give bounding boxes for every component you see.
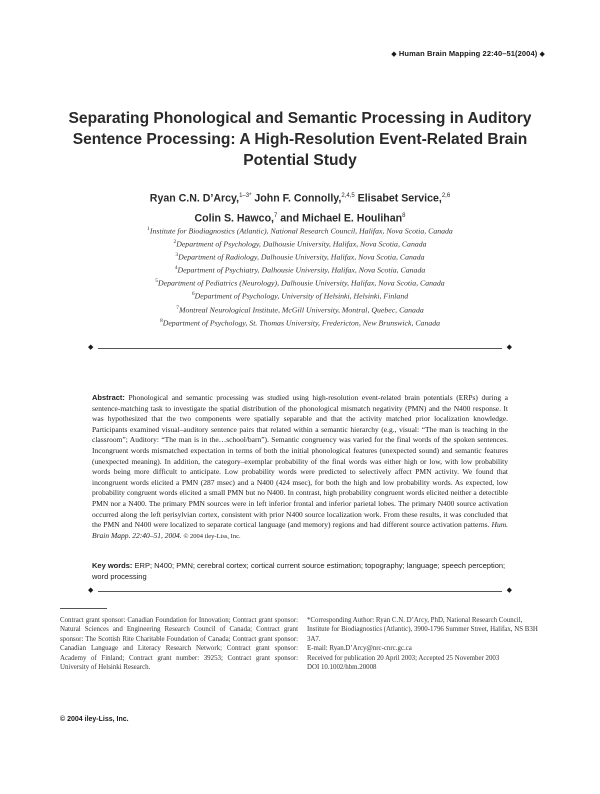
affiliation-text: Department of Psychiatry, Dalhousie University, Halifax, Nova Scotia, Canada bbox=[177, 265, 426, 275]
correspondence bbox=[307, 616, 543, 672]
author-affiliation-ref: 2,4,5 bbox=[341, 193, 355, 199]
affiliation-line bbox=[60, 303, 540, 316]
affiliation-text: Institute for Biodiagnostics (Atlantic), National Research Council, Halifax, Nova Scotia, Canada bbox=[149, 226, 453, 236]
affiliation-number: 5 bbox=[155, 278, 159, 285]
author-list bbox=[60, 188, 540, 227]
author-name: Ryan C.N. D’Arcy, bbox=[149, 192, 240, 205]
affiliation-number: 2 bbox=[173, 239, 177, 246]
abstract-citation: Hum. Brain Mapp. 22:40–51, 2004. bbox=[92, 520, 508, 540]
section-divider bbox=[88, 344, 512, 352]
affiliation-text: Department of Psychology, University of Helsinki, Helsinki, Finland bbox=[194, 292, 409, 302]
corresponding-author: *Corresponding Author: Ryan C.N. D’Arcy, PhD, National Research Council, Institute for Biodiagnostics (Atlantic), 3900-1796 Summer Street, Halifax, NS B3H 3A7. bbox=[307, 617, 538, 643]
affiliation-line bbox=[60, 224, 540, 237]
publication-dates: Received for publication 20 April 2003; Accepted 25 November 2003 bbox=[307, 654, 500, 662]
author-affiliation-ref: 1–3* bbox=[239, 193, 252, 199]
author-affiliation-ref: 8 bbox=[402, 212, 406, 219]
footer-copyright: © 2004 iley-Liss, Inc. bbox=[60, 716, 129, 723]
affiliation-line bbox=[60, 263, 540, 276]
diamond-icon: ◆ bbox=[88, 586, 94, 594]
keywords-text: ERP; N400; PMN; cerebral cortex; cortical current source estimation; topography; language; speech perception; word processing bbox=[92, 561, 506, 581]
affiliation-text: Department of Radiology, Dalhousie University, Halifax, Nova Scotia, Canada bbox=[178, 252, 425, 262]
affiliation-line bbox=[60, 316, 540, 329]
affiliation-text: Department of Psychology, St. Thomas University, Fredericton, New Brunswick, Canada bbox=[162, 318, 441, 328]
diamond-icon: ◆ bbox=[506, 343, 512, 351]
doi[interactable]: DOI 10.1002/hbm.20008 bbox=[307, 664, 377, 672]
journal-header bbox=[391, 49, 545, 58]
divider-line bbox=[98, 348, 502, 349]
footnote-rule bbox=[60, 608, 107, 609]
keywords bbox=[92, 561, 508, 582]
divider-line bbox=[98, 591, 502, 592]
author-name: and Michael E. Houlihan bbox=[280, 212, 403, 225]
affiliation-number: 4 bbox=[174, 265, 178, 272]
author-name: Elisabet Service, bbox=[357, 192, 442, 205]
paper-title: Separating Phonological and Semantic Processing in Auditory Sentence Processing: A High-Resolution Event-Related Brain Potential Study bbox=[68, 110, 532, 169]
keywords-label: Key words: bbox=[92, 561, 133, 570]
diamond-icon: ◆ bbox=[506, 586, 512, 594]
affiliation-text: Montreal Neurological Institute, McGill University, Montral, Quebec, Canada bbox=[178, 305, 424, 315]
journal-citation: Human Brain Mapping 22:40–51(2004) bbox=[398, 49, 538, 58]
affiliation-number: 3 bbox=[175, 252, 179, 259]
diamond-icon: ◆ bbox=[88, 343, 94, 351]
email[interactable]: E-mail: Ryan.D’Arcy@nrc-cnrc.gc.ca bbox=[307, 645, 412, 653]
affiliation-line bbox=[60, 250, 540, 263]
affiliation-list bbox=[60, 224, 540, 329]
section-divider bbox=[88, 587, 512, 595]
abstract-copyright: © 2004 iley-Liss, Inc. bbox=[183, 532, 241, 540]
diamond-icon: ◆ bbox=[539, 51, 545, 58]
affiliation-number: 7 bbox=[176, 304, 179, 311]
diamond-icon: ◆ bbox=[391, 51, 397, 58]
affiliation-line bbox=[60, 276, 540, 289]
abstract-label: Abstract: bbox=[92, 393, 125, 402]
affiliation-text: Department of Pediatrics (Neurology), Dalhousie University, Halifax, Nova Scotia, Canada bbox=[158, 278, 445, 288]
author-name: Colin S. Hawco, bbox=[194, 212, 274, 225]
affiliation-number: 8 bbox=[159, 317, 163, 324]
affiliation-line bbox=[60, 237, 540, 250]
author-affiliation-ref: 7 bbox=[273, 212, 278, 219]
affiliation-text: Department of Psychology, Dalhousie University, Halifax, Nova Scotia, Canada bbox=[176, 239, 427, 249]
affiliation-number: 1 bbox=[147, 226, 150, 232]
author-affiliation-ref: 2,6 bbox=[441, 193, 451, 199]
abstract-body: Phonological and semantic processing was studied using high-resolution event-related brain potentials (ERPs) during a sentence-matching task to investigate the spatial distribution of the phonological mismatch negativity (PMN) and the N400 response. It was hypothesized that the two components were spatially separable and that the activity matched prior localization knowledge. Participants examined visual–auditory sentence pairs that related within a semantic hierarchy (e.g., visual: “The man is teaching in the classroom”; Auditory: “The man is in the…school/barn”). Semantic congruency was varied for the final words of the spoken sentences. Incongruent words mismatched expectation in terms of both the initial phonological features (unexpected sound) and semantic features (unexpected meaning). In addition, the category–exemplar probability of the final words was either high or low, with low probability words being more difficult to anticipate. Low probability words were predicted to selectively affect PMN activity. We found that incongruent words elicited a PMN (287 msec) and a N400 (424 msec), for both the high and low probability words. As expected, low probability congruent words elicited a small PMN but no N400. In contrast, high probability congruent words elicited neither a detectible PMN nor a N400. The primary PMN sources were in left inferior frontal and inferior parietal lobes. The primary N400 source activation occurred along the left perisylvian cortex, consistent with prior N400 source localization work. From these results, it was concluded that the PMN and N400 were localized to separate cortical language (and memory) regions and had different source activation patterns. bbox=[92, 393, 509, 530]
affiliation-number: 6 bbox=[191, 291, 195, 298]
grant-sponsors: Contract grant sponsor: Canadian Foundation for Innovation; Contract grant sponsor: Natural Sciences and Engineering Research Council of Canada; Contract grant sponsor: The Scottish Rite Charitable Foundation of Canada; Contract grant sponsor: Canadian Language and Literacy Research Network; Contract grant sponsor: Academy of Finland; Contract grant number: 39253; Contract grant sponsor: University of Helsinki Research. bbox=[60, 617, 298, 672]
affiliation-line bbox=[60, 289, 540, 302]
abstract bbox=[92, 393, 508, 542]
author-name: John F. Connolly, bbox=[254, 192, 342, 205]
